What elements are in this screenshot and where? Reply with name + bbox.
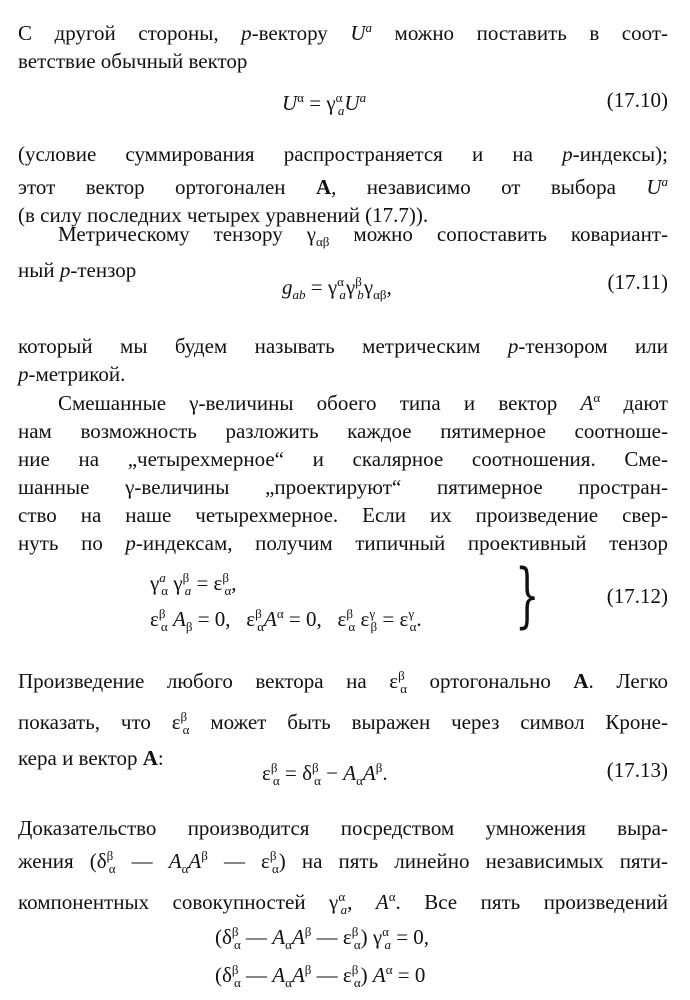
- text-line: (в силу последних четырех уравнений (17.7)).: [18, 203, 429, 227]
- paragraph-7: [18, 814, 668, 924]
- text-line: шанные γ-величины „проектируют“ пятимерное простран-: [18, 475, 668, 499]
- text-line: p-метрикой.: [18, 362, 126, 386]
- text-line: который мы будем называть метрическим p-тензором или: [18, 334, 669, 358]
- text-line: жения ($\delta^\beta_\alpha$ — $A_\alpha A^\beta$ — $\varepsilon^\beta_\alpha$) на пять линейно независимых пяти-: [18, 848, 669, 877]
- text-line: нам возможность разложить каждое пятимерное соотноше-: [18, 419, 668, 443]
- text-line: компонентных совокупностей $\gamma^\alpha_a$, $A^\alpha$. Все пять произведений: [18, 889, 669, 918]
- text-line: Доказательство производится посредством умножения выра-: [18, 816, 668, 840]
- equation-17-10: $U^\alpha = \gamma^\alpha_aU^a$: [282, 90, 367, 119]
- text-line: Смешанные γ-величины обоего типа и вектор $A^\alpha$ дают: [58, 390, 668, 415]
- equation-17-13: $\varepsilon^\beta_\alpha = \delta^\beta_\alpha - A_\alpha A^\beta$.: [262, 760, 388, 789]
- text-line: ветствие обычный вектор: [18, 49, 248, 73]
- equation-product-1: ($\delta^\beta_\alpha$ — $A_\alpha A^\beta$ — $\varepsilon^\beta_\alpha$) $\gamma^\alpha_a = 0$,: [215, 924, 430, 953]
- text-line: Произведение любого вектора на $\varepsilon^\beta_\alpha$ ортогонально A. Легко: [18, 668, 668, 697]
- paragraph-4: [18, 332, 668, 388]
- equation-number: (17.13): [606, 758, 668, 782]
- text-line: кера и вектор A:: [18, 746, 164, 771]
- text-line: этот вектор ортогонален A, независимо от выбора $U^a$: [18, 174, 668, 199]
- equation-number: (17.11): [607, 270, 668, 294]
- text-line: ние на „четырехмерное“ и скалярное соотношения. Сме-: [18, 447, 668, 471]
- text-line: Метрическому тензору $\gamma_{\alpha\beta}$ можно сопоставить ковариант-: [58, 222, 668, 250]
- equation-17-12-line-2: $\varepsilon^\beta_\alpha$ $A_\beta = 0$, $\varepsilon^\beta_\alpha A^\alpha = 0$, $\varepsilon^\beta_\alpha$ $\varepsilon^\gamma_\beta = \varepsilon^\gamma_\alpha$.: [150, 606, 422, 635]
- text-line: нуть по p-индексам, получим типичный проективный тензор: [18, 531, 669, 555]
- paragraph-2: [18, 140, 668, 229]
- equation-product-2: ($\delta^\beta_\alpha$ — $A_\alpha A^\beta$ — $\varepsilon^\beta_\alpha$) $A^\alpha = 0$: [215, 962, 426, 991]
- right-brace: }: [515, 554, 540, 636]
- paragraph-5: [18, 384, 668, 557]
- text-line: ство на наше четырехмерное. Если их произведение свер-: [18, 503, 668, 527]
- equation-number: (17.10): [606, 88, 668, 112]
- text-line: С другой стороны, p-вектору $U^a$ можно поставить в соот-: [18, 20, 669, 45]
- equation-17-12-line-1: $\gamma^a_\alpha$ $\gamma^\beta_a = \varepsilon^\beta_\alpha$,: [150, 570, 237, 599]
- paragraph-1: [18, 14, 668, 75]
- equation-17-11: $g_{ab} = \gamma^\alpha_a\gamma^\beta_b\gamma_{\alpha\beta}$,: [282, 274, 392, 303]
- equation-number: (17.12): [606, 584, 668, 608]
- text-line: показать, что $\varepsilon^\beta_\alpha$ может быть выражен через символ Кроне-: [18, 709, 668, 738]
- text-line: ный p-тензор: [18, 258, 137, 283]
- text-line: (условие суммирования распространяется и на p-индексы);: [18, 142, 668, 166]
